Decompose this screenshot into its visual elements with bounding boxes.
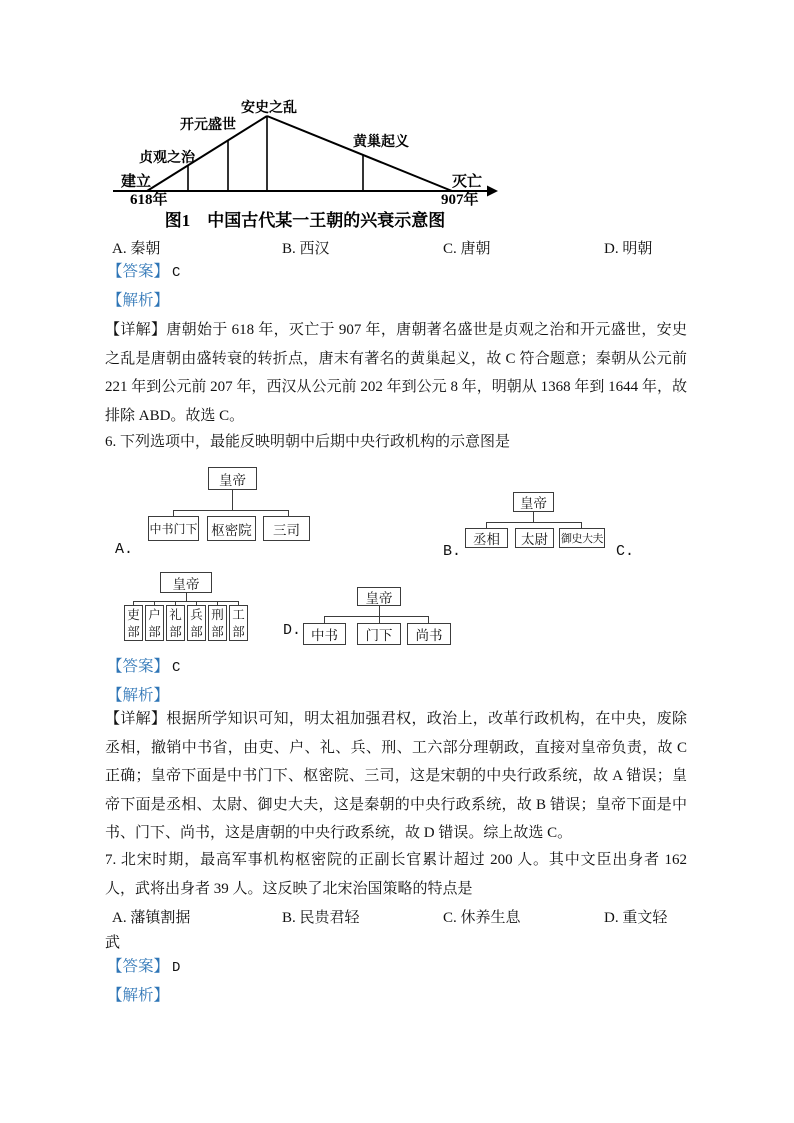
dynasty-rise-fall-diagram: [95, 90, 505, 210]
answer-value: D: [172, 960, 181, 976]
answer-value: C: [172, 660, 181, 676]
org-b-child: 太尉: [515, 528, 554, 548]
org-d-root: 皇帝: [357, 587, 401, 606]
q7-option-a: A. 藩镇割据: [112, 910, 191, 926]
analysis-tag: 【解析】: [107, 687, 170, 704]
anshi-label: 安史之乱: [241, 101, 297, 116]
answer-value: C: [172, 265, 181, 281]
figure-caption: 图1 中国古代某一王朝的兴衰示意图: [164, 211, 446, 230]
q7-stem: 7. 北宋时期，最高军事机构枢密院的正副长官累计超过 200 人。其中文臣出身者 162 人，武将出身者 39 人。这反映了北宋治国策略的特点是: [105, 852, 687, 897]
org-a-child: 中书门下: [148, 516, 199, 541]
org-c-child: 刑部: [208, 605, 227, 641]
org-c-root: 皇帝: [160, 572, 212, 593]
q6-analysis-line: [107, 687, 169, 705]
chart-label-d: D.: [283, 622, 302, 639]
q7-option-d-wrap: 武: [105, 935, 121, 951]
connector-line: [428, 616, 429, 623]
fall-year: 907年: [441, 192, 479, 208]
fall-label: 灭亡: [452, 174, 483, 190]
connector-line: [379, 606, 380, 616]
q7-analysis-line: [107, 987, 169, 1005]
connector-line: [379, 616, 380, 623]
analysis-tag: 【解析】: [107, 292, 170, 309]
zhenguan-label: 贞观之治: [139, 151, 195, 166]
connector-line: [324, 616, 325, 623]
org-a-child: 枢密院: [207, 516, 256, 541]
q5-answer-line: [107, 263, 180, 282]
org-c-child: 礼部: [166, 605, 185, 641]
q6-answer-line: [107, 658, 180, 677]
q5-detail-paragraph: 【详解】唐朝始于 618 年，灭亡于 907 年，唐朝著名盛世是贞观之治和开元盛世，安史之乱是唐朝由盛转衰的转折点，唐末有著名的黄巢起义，故 C 符合题意；秦朝从公元前 221 年到公元前 207 年，西汉从公元前 202 年到公元 8 年，明朝从 1368 年到 1644 年，故排除 ABD。故选 C。: [105, 322, 687, 424]
org-d-child: 门下: [357, 623, 401, 645]
org-c-child: 工部: [229, 605, 248, 641]
connector-line: [133, 601, 238, 602]
founding-label: 建立: [121, 174, 152, 190]
org-d-child: 中书: [303, 623, 346, 645]
chart-label-b: B.: [443, 543, 462, 560]
connector-line: [173, 510, 288, 511]
connector-line: [324, 616, 429, 617]
kaiyuan-label: 开元盛世: [180, 118, 236, 133]
q6-stem: 6. 下列选项中，最能反映明朝中后期中央行政机构的示意图是: [105, 434, 511, 450]
org-c-child: 兵部: [187, 605, 206, 641]
decline-line: [267, 116, 452, 191]
founding-year: 618年: [130, 192, 168, 208]
org-a-child: 三司: [263, 516, 310, 541]
q7-answer-line: [107, 958, 180, 977]
org-b-root: 皇帝: [513, 492, 554, 512]
chart-label-c: C.: [616, 543, 635, 560]
org-c-child: 吏部: [124, 605, 143, 641]
q7-options-row: [0, 906, 794, 926]
connector-line: [486, 522, 581, 523]
connector-line: [533, 512, 534, 522]
org-a-root: 皇帝: [208, 467, 257, 490]
org-b-child: 御史大夫: [559, 528, 605, 548]
chart-label-a: A.: [115, 541, 134, 558]
connector-line: [186, 593, 187, 601]
analysis-tag: 【解析】: [107, 987, 170, 1004]
q7-option-b: B. 民贵君轻: [282, 910, 360, 926]
answer-tag: 【答案】: [107, 263, 170, 280]
q7-option-c: C. 休养生息: [443, 910, 521, 926]
huangchao-label: 黄巢起义: [353, 135, 409, 150]
q5-option-d: D. 明朝: [604, 241, 653, 257]
q5-options-row: [0, 237, 794, 257]
q6-detail-paragraph: 【详解】根据所学知识可知，明太祖加强君权，政治上，改革行政机构，在中央，废除丞相，撤销中书省，由吏、户、礼、兵、刑、工六部分理朝政，直接对皇帝负责，故 C 正确；皇帝下面是中书门下、枢密院、三司，这是宋朝的中央行政系统，故 A 错误；皇帝下面是丞相、太尉、御史大夫，这是秦朝的中央行政系统，故 B 错误；皇帝下面是中书、门下、尚书，这是唐朝的中央行政系统，故 D 错误。综上故选 C。: [105, 711, 687, 841]
q5-option-a: A. 秦朝: [112, 241, 161, 257]
org-c-child: 户部: [145, 605, 164, 641]
org-d-child: 尚书: [407, 623, 451, 645]
answer-tag: 【答案】: [107, 658, 170, 675]
q7-option-d: D. 重文轻: [604, 910, 668, 926]
q5-analysis-line: [107, 292, 169, 310]
axis-arrow-icon: [487, 186, 498, 197]
q5-option-b: B. 西汉: [282, 241, 330, 257]
org-b-child: 丞相: [465, 528, 508, 548]
q5-option-c: C. 唐朝: [443, 241, 491, 257]
answer-tag: 【答案】: [107, 958, 170, 975]
connector-line: [232, 490, 233, 510]
